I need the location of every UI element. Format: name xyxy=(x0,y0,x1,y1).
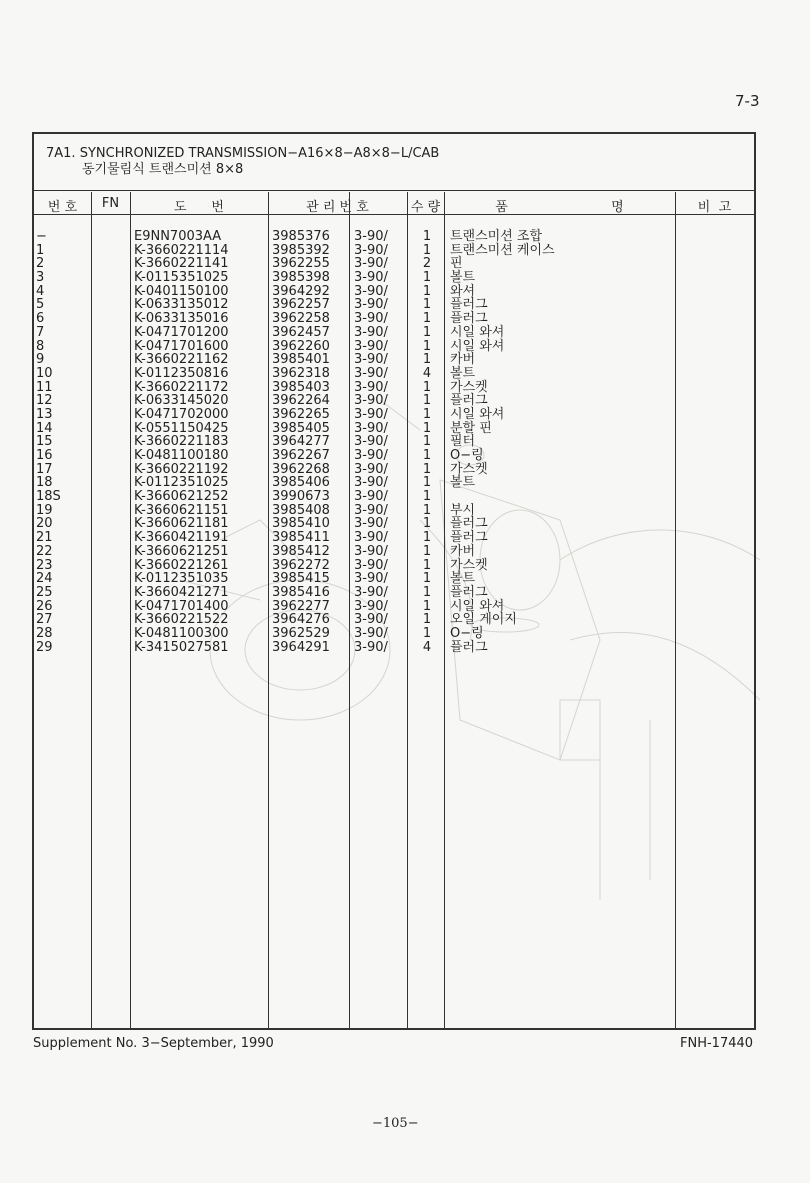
drawing-number: K-3660221141 xyxy=(134,256,229,272)
management-code: 3-90/ xyxy=(354,639,388,655)
management-number: 3962318 xyxy=(272,365,330,381)
table-row xyxy=(34,257,754,271)
table-row xyxy=(34,435,754,449)
management-code: 3-90/ xyxy=(354,406,388,422)
management-number: 3962529 xyxy=(272,625,330,641)
part-name: 볼트 xyxy=(450,475,476,491)
drawing-number: K-3660221192 xyxy=(134,461,229,477)
quantity: 1 xyxy=(422,598,432,614)
management-number: 3962268 xyxy=(272,461,330,477)
row-number: − xyxy=(36,229,47,244)
header-quantity: 수 량 xyxy=(410,200,441,215)
management-code: 3-90/ xyxy=(354,324,388,340)
row-number: 12 xyxy=(36,393,53,409)
drawing-number: K-3660621151 xyxy=(134,502,229,518)
title-english: 7A1. SYNCHRONIZED TRANSMISSION−A16×8−A8×8−L/CAB xyxy=(46,146,440,161)
management-number: 3962258 xyxy=(272,311,330,327)
quantity: 1 xyxy=(422,352,432,368)
management-code: 3-90/ xyxy=(354,584,388,600)
management-number: 3985376 xyxy=(272,229,330,244)
management-number: 3985405 xyxy=(272,420,330,436)
management-code: 3-90/ xyxy=(354,571,388,587)
part-name: 플러그 xyxy=(450,530,488,546)
quantity: 4 xyxy=(422,365,432,381)
part-name: 가스켓 xyxy=(450,557,488,573)
quantity: 4 xyxy=(422,639,432,655)
management-code: 3-90/ xyxy=(354,270,388,286)
quantity: 1 xyxy=(422,270,432,286)
management-number: 3962265 xyxy=(272,406,330,422)
quantity: 1 xyxy=(422,242,432,258)
part-name: 카버 xyxy=(450,543,476,559)
quantity: 2 xyxy=(422,256,432,272)
row-number: 4 xyxy=(36,283,45,299)
table-row xyxy=(34,504,754,518)
part-name: 플러그 xyxy=(450,584,488,600)
management-number: 3962457 xyxy=(272,324,330,340)
part-name: O−링 xyxy=(450,625,484,641)
row-number: 19 xyxy=(36,502,53,518)
management-code: 3-90/ xyxy=(354,256,388,272)
page-number: 7-3 xyxy=(735,92,760,110)
drawing-number: K-3660421271 xyxy=(134,584,229,600)
drawing-number: K-0471701200 xyxy=(134,324,229,340)
management-code: 3-90/ xyxy=(354,461,388,477)
document-code: FNH-17440 xyxy=(680,1036,754,1051)
table-row xyxy=(34,422,754,436)
row-number: 18 xyxy=(36,475,53,491)
row-number: 29 xyxy=(36,639,53,655)
management-code: 3-90/ xyxy=(354,434,388,450)
part-name: 핀 xyxy=(450,256,463,272)
quantity: 1 xyxy=(422,584,432,600)
quantity: 1 xyxy=(422,489,432,505)
table-row xyxy=(34,627,754,641)
row-number: 11 xyxy=(36,379,53,395)
supplement-note: Supplement No. 3−September, 1990 xyxy=(33,1036,274,1051)
part-name: 카버 xyxy=(450,352,476,368)
quantity: 1 xyxy=(422,324,432,340)
management-code: 3-90/ xyxy=(354,557,388,573)
part-name: 시일 와셔 xyxy=(450,598,505,614)
table-row xyxy=(34,367,754,381)
drawing-number: K-0471702000 xyxy=(134,406,229,422)
quantity: 1 xyxy=(422,448,432,463)
row-number: 9 xyxy=(36,352,45,368)
quantity: 1 xyxy=(422,229,432,244)
part-name: 필터 xyxy=(450,434,476,450)
table-row xyxy=(34,463,754,477)
drawing-number: K-0551150425 xyxy=(134,420,229,436)
quantity: 1 xyxy=(422,571,432,587)
management-code: 3-90/ xyxy=(354,516,388,532)
part-name: 와셔 xyxy=(450,283,476,299)
management-code: 3-90/ xyxy=(354,530,388,546)
management-number: 3964292 xyxy=(272,283,330,299)
management-number: 3964276 xyxy=(272,612,330,628)
row-number: 8 xyxy=(36,338,45,354)
drawing-number: K-0112351035 xyxy=(134,571,229,587)
row-number: 22 xyxy=(36,543,53,559)
part-name: 가스켓 xyxy=(450,461,488,477)
parts-table-body xyxy=(34,230,754,654)
table-row xyxy=(34,394,754,408)
quantity: 1 xyxy=(422,612,432,628)
table-row xyxy=(34,600,754,614)
management-code: 3-90/ xyxy=(354,612,388,628)
management-number: 3985406 xyxy=(272,475,330,491)
quantity: 1 xyxy=(422,625,432,641)
management-code: 3-90/ xyxy=(354,379,388,395)
drawing-number: K-3415027581 xyxy=(134,639,229,655)
row-number: 16 xyxy=(36,448,53,463)
part-name: 트랜스미션 케이스 xyxy=(450,242,555,258)
management-code: 3-90/ xyxy=(354,489,388,505)
part-name: 볼트 xyxy=(450,270,476,286)
drawing-number: K-3660221261 xyxy=(134,557,229,573)
row-number: 7 xyxy=(36,324,45,340)
part-name: 플러그 xyxy=(450,639,488,655)
title-block xyxy=(46,146,439,178)
parts-list-frame xyxy=(32,132,756,1030)
management-number: 3964277 xyxy=(272,434,330,450)
table-row xyxy=(34,326,754,340)
header-part-name: 품 명 xyxy=(495,200,624,215)
management-number: 3985411 xyxy=(272,530,330,546)
management-code: 3-90/ xyxy=(354,242,388,258)
quantity: 1 xyxy=(422,393,432,409)
row-number: 17 xyxy=(36,461,53,477)
row-number: 20 xyxy=(36,516,53,532)
row-number: 2 xyxy=(36,256,45,272)
drawing-number: K-0112350816 xyxy=(134,365,229,381)
header-fn: FN xyxy=(101,196,120,211)
drawing-number: K-3660621251 xyxy=(134,543,229,559)
drawing-number: K-3660221183 xyxy=(134,434,229,450)
table-row xyxy=(34,490,754,504)
management-number: 3962267 xyxy=(272,448,330,463)
management-number: 3985410 xyxy=(272,516,330,532)
quantity: 1 xyxy=(422,297,432,313)
quantity: 1 xyxy=(422,461,432,477)
management-code: 3-90/ xyxy=(354,393,388,409)
part-name: 트랜스미션 조합 xyxy=(450,229,543,244)
row-number: 27 xyxy=(36,612,53,628)
management-code: 3-90/ xyxy=(354,283,388,299)
quantity: 1 xyxy=(422,434,432,450)
table-row xyxy=(34,572,754,586)
row-number: 3 xyxy=(36,270,45,286)
row-number: 10 xyxy=(36,365,53,381)
part-name: 플러그 xyxy=(450,393,488,409)
management-number: 3985416 xyxy=(272,584,330,600)
management-number: 3985415 xyxy=(272,571,330,587)
row-number: 13 xyxy=(36,406,53,422)
drawing-number: K-3660421191 xyxy=(134,530,229,546)
header-management-no: 관 리 번 호 xyxy=(306,200,369,215)
table-row xyxy=(34,641,754,655)
management-number: 3962255 xyxy=(272,256,330,272)
part-name: 플러그 xyxy=(450,516,488,532)
table-row xyxy=(34,476,754,490)
part-name: O−링 xyxy=(450,448,484,463)
management-code: 3-90/ xyxy=(354,598,388,614)
management-number: 3985403 xyxy=(272,379,330,395)
row-number: 6 xyxy=(36,311,45,327)
drawing-number: K-0633145020 xyxy=(134,393,229,409)
management-number: 3985412 xyxy=(272,543,330,559)
drawing-number: K-0401150100 xyxy=(134,283,229,299)
part-name: 볼트 xyxy=(450,571,476,587)
row-number: 15 xyxy=(36,434,53,450)
part-name: 부시 xyxy=(450,502,476,518)
quantity: 1 xyxy=(422,502,432,518)
row-number: 18S xyxy=(36,489,61,505)
drawing-number: K-0481100180 xyxy=(134,448,229,463)
management-code: 3-90/ xyxy=(354,448,388,463)
quantity: 1 xyxy=(422,338,432,354)
management-code: 3-90/ xyxy=(354,365,388,381)
header-drawing-no: 도 번 xyxy=(174,200,224,215)
management-code: 3-90/ xyxy=(354,625,388,641)
management-code: 3-90/ xyxy=(354,475,388,491)
management-number: 3985392 xyxy=(272,242,330,258)
row-number: 23 xyxy=(36,557,53,573)
row-number: 1 xyxy=(36,242,45,258)
management-number: 3985408 xyxy=(272,502,330,518)
part-name: 볼트 xyxy=(450,365,476,381)
row-number: 26 xyxy=(36,598,53,614)
management-number: 3985398 xyxy=(272,270,330,286)
table-row xyxy=(34,353,754,367)
table-row xyxy=(34,312,754,326)
table-row xyxy=(34,586,754,600)
part-name: 플러그 xyxy=(450,297,488,313)
quantity: 1 xyxy=(422,406,432,422)
drawing-number: K-0115351025 xyxy=(134,270,229,286)
management-code: 3-90/ xyxy=(354,311,388,327)
table-row xyxy=(34,340,754,354)
part-name: 시일 와셔 xyxy=(450,338,505,354)
management-number: 3962272 xyxy=(272,557,330,573)
part-name: 시일 와셔 xyxy=(450,324,505,340)
row-number: 5 xyxy=(36,297,45,313)
quantity: 1 xyxy=(422,420,432,436)
drawing-number: K-0112351025 xyxy=(134,475,229,491)
quantity: 1 xyxy=(422,543,432,559)
header-remarks: 비 고 xyxy=(697,200,732,215)
page-footer-number: −105− xyxy=(372,1116,419,1131)
part-name: 가스켓 xyxy=(450,379,488,395)
management-code: 3-90/ xyxy=(354,420,388,436)
row-number: 21 xyxy=(36,530,53,546)
quantity: 1 xyxy=(422,379,432,395)
header-top-rule xyxy=(34,190,754,191)
management-number: 3962277 xyxy=(272,598,330,614)
quantity: 1 xyxy=(422,311,432,327)
drawing-number: K-0471701600 xyxy=(134,338,229,354)
table-row xyxy=(34,244,754,258)
management-code: 3-90/ xyxy=(354,297,388,313)
drawing-number: K-3660221162 xyxy=(134,352,229,368)
management-code: 3-90/ xyxy=(354,229,388,244)
management-number: 3990673 xyxy=(272,489,330,505)
drawing-number: K-0633135012 xyxy=(134,297,229,313)
management-code: 3-90/ xyxy=(354,352,388,368)
part-name: 오일 게이지 xyxy=(450,612,517,628)
table-row xyxy=(34,271,754,285)
management-number: 3962257 xyxy=(272,297,330,313)
table-row xyxy=(34,285,754,299)
management-code: 3-90/ xyxy=(354,338,388,354)
part-name: 시일 와셔 xyxy=(450,406,505,422)
drawing-number: K-0633135016 xyxy=(134,311,229,327)
header-no: 번 호 xyxy=(47,200,78,215)
table-row xyxy=(34,545,754,559)
quantity: 1 xyxy=(422,283,432,299)
drawing-number: K-0481100300 xyxy=(134,625,229,641)
drawing-number: E9NN7003AA xyxy=(134,229,222,244)
part-name: 플러그 xyxy=(450,311,488,327)
table-row xyxy=(34,298,754,312)
row-number: 14 xyxy=(36,420,53,436)
management-number: 3964291 xyxy=(272,639,330,655)
quantity: 1 xyxy=(422,475,432,491)
drawing-number: K-3660621181 xyxy=(134,516,229,532)
quantity: 1 xyxy=(422,557,432,573)
management-number: 3962264 xyxy=(272,393,330,409)
quantity: 1 xyxy=(422,516,432,532)
quantity: 1 xyxy=(422,530,432,546)
table-row xyxy=(34,559,754,573)
management-code: 3-90/ xyxy=(354,543,388,559)
drawing-number: K-3660221172 xyxy=(134,379,229,395)
drawing-number: K-3660221114 xyxy=(134,242,229,258)
table-row xyxy=(34,449,754,463)
table-row xyxy=(34,613,754,627)
table-row xyxy=(34,230,754,244)
management-number: 3985401 xyxy=(272,352,330,368)
row-number: 28 xyxy=(36,625,53,641)
title-korean: 동기물림식 트랜스미션 8×8 xyxy=(82,162,244,177)
table-row xyxy=(34,531,754,545)
part-name: 분할 핀 xyxy=(450,420,492,436)
table-row xyxy=(34,408,754,422)
table-row xyxy=(34,517,754,531)
row-number: 24 xyxy=(36,571,53,587)
drawing-number: K-0471701400 xyxy=(134,598,229,614)
management-code: 3-90/ xyxy=(354,502,388,518)
drawing-number: K-3660621252 xyxy=(134,489,229,505)
table-row xyxy=(34,381,754,395)
drawing-number: K-3660221522 xyxy=(134,612,229,628)
management-number: 3962260 xyxy=(272,338,330,354)
row-number: 25 xyxy=(36,584,53,600)
